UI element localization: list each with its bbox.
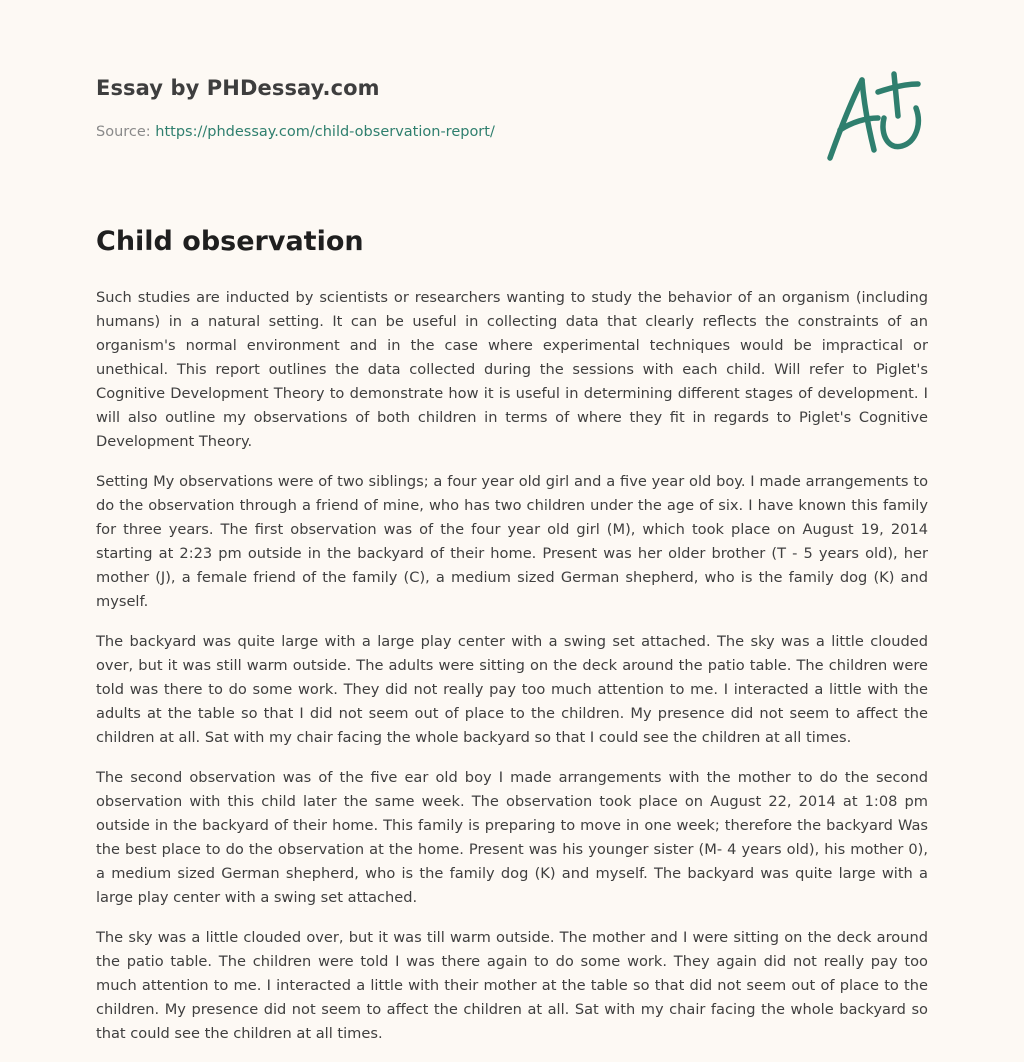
source-link[interactable]: https://phdessay.com/child-observation-report/ [155,124,495,140]
essay-paragraph: The sky was a little clouded over, but it was till warm outside. The mother and I were sitting on the deck around the patio table. The children were told I was there again to do some work. They again did not really pay too much attention to me. I interacted a little with their mother at the table so that did not seem out of place to the children. My presence did not seem to affect the children at all. Sat with my chair facing the whole backyard so that could see the children at all times. [96,929,928,1042]
essay-paragraph: The backyard was quite large with a large play center with a swing set attached. The sky was a little clouded over, but it was still warm outside. The adults were sitting on the deck around the patio table. The children were told was there to do some work. They did not really pay too much attention to me. I interacted a little with the adults at the table so that I did not seem out of place to the children. My presence did not seem to affect the children at all. Sat with my chair facing the whole backyard so that I could see the children at all times. [96,633,928,746]
essay-body [96,286,928,1062]
logo-plus-vertical [894,74,898,116]
brand-title: Essay by PHDessay.com [96,76,380,100]
essay-title: Child observation [96,226,364,257]
source-label: Source: [96,124,151,140]
a-plus-grade-icon [818,64,930,168]
essay-paragraph: The second observation was of the five ear old boy I made arrangements with the mother to do the second observation with this child later the same week. The observation took place on August 22, 2014 at 1:08 pm outside in the backyard of their home. This family is preparing to move in one week; therefore the backyard Was the best place to do the observation at the home. Present was his younger sister (M- 4 years old), his mother 0), a medium sized German shepherd, who is the family dog (K) and myself. The backyard was quite large with a large play center with a swing set attached. [96,769,928,906]
essay-paragraph: Setting My observations were of two siblings; a four year old girl and a five year old boy. I made arrangements to do the observation through a friend of mine, who has two children under the age of six. I have known this family for three years. The first observation was of the four year old girl (M), which took place on August 19, 2014 starting at 2:23 pm outside in the backyard of their home. Present was her older brother (T - 5 years old), her mother (J), a female friend of the family (C), a medium sized German shepherd, who is the family dog (K) and myself. [96,473,928,610]
logo-smile-curve [883,108,918,147]
essay-paragraph: Such studies are inducted by scientists or researchers wanting to study the behavior of an organism (including humans) in a natural setting. It can be useful in collecting data that clearly reflects the constraints of an organism's normal environment and in the case where experimental techniques would be impractical or unethical. This report outlines the data collected during the sessions with each child. Will refer to Piglet's Cognitive Development Theory to demonstrate how it is useful in determining different stages of development. I will also outline my observations of both children in terms of where they fit in regards to Piglet's Cognitive Development Theory. [96,289,928,450]
source-line [96,124,495,140]
logo-a-right-stroke [862,80,874,150]
a-plus-logo-svg [818,64,930,168]
